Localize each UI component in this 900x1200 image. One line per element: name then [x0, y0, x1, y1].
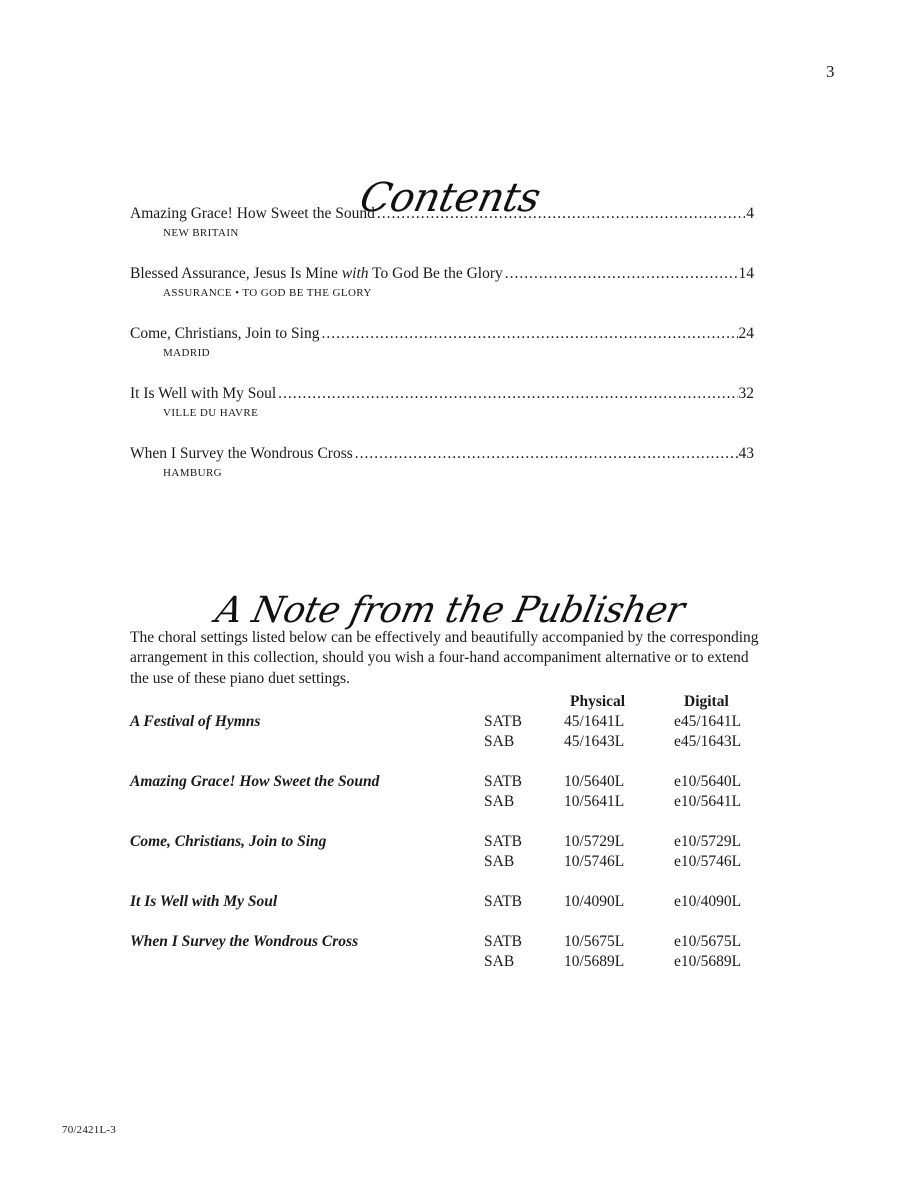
- toc-entry-tune: MADRID: [163, 347, 211, 359]
- toc-entry-page: 4: [746, 205, 754, 222]
- choral-title: When I Survey the Wondrous Cross: [130, 933, 359, 950]
- choral-title: Come, Christians, Join to Sing: [130, 833, 327, 850]
- table-row: [130, 772, 770, 792]
- table-row: [130, 852, 770, 872]
- toc-entry[interactable]: [130, 444, 754, 504]
- choral-settings-table: [130, 692, 770, 992]
- toc-entry-page: 24: [738, 325, 754, 342]
- table-row: [130, 712, 770, 732]
- choral-title: It Is Well with My Soul: [130, 893, 278, 910]
- physical-code: 10/5729L: [564, 833, 625, 850]
- leader-dots: [377, 204, 745, 224]
- physical-code: 10/5746L: [564, 853, 625, 870]
- header-physical: Physical: [570, 693, 626, 710]
- digital-code: e10/4090L: [674, 893, 742, 910]
- toc-entry[interactable]: [130, 384, 754, 444]
- toc-entry[interactable]: [130, 324, 754, 384]
- toc-entry-tune: VILLE DU HAVRE: [163, 407, 259, 419]
- leader-dots: [278, 384, 737, 404]
- choral-group: [130, 772, 770, 812]
- toc-entry-tune: ASSURANCE • TO GOD BE THE GLORY: [163, 287, 372, 299]
- note-title: A Note from the Publisher: [212, 589, 688, 631]
- physical-code: 10/5689L: [564, 953, 625, 970]
- digital-code: e10/5641L: [674, 793, 742, 810]
- toc-entry-page: 32: [738, 385, 754, 402]
- table-row: [130, 932, 770, 952]
- digital-code: e45/1641L: [674, 713, 742, 730]
- voicing: SATB: [484, 773, 522, 790]
- toc-entry-title: When I Survey the Wondrous Cross: [130, 445, 353, 462]
- toc-entry-tune: HAMBURG: [163, 467, 223, 479]
- table-row: [130, 792, 770, 812]
- leader-dots: [355, 444, 738, 464]
- header-digital: Digital: [684, 693, 729, 710]
- table-row: [130, 952, 770, 972]
- catalog-code: 70/2421L-3: [62, 1124, 116, 1136]
- physical-code: 10/5640L: [564, 773, 625, 790]
- choral-group: [130, 932, 770, 972]
- toc-entry[interactable]: [130, 264, 754, 324]
- leader-dots: [321, 324, 737, 344]
- digital-code: e10/5640L: [674, 773, 742, 790]
- toc-entry-title-connector: with: [341, 265, 369, 282]
- voicing: SAB: [484, 733, 515, 750]
- voicing: SATB: [484, 893, 522, 910]
- toc-entry-title: Amazing Grace! How Sweet the Sound: [130, 205, 375, 222]
- leader-dots: [505, 264, 738, 284]
- choral-group: [130, 892, 770, 912]
- voicing: SATB: [484, 713, 522, 730]
- table-row: [130, 832, 770, 852]
- toc-entry-title: It Is Well with My Soul: [130, 385, 277, 402]
- digital-code: e10/5689L: [674, 953, 742, 970]
- voicing: SATB: [484, 833, 522, 850]
- contents-title: Contents: [355, 174, 545, 221]
- table-of-contents: [130, 204, 754, 504]
- digital-code: e45/1643L: [674, 733, 742, 750]
- page-number: 3: [826, 62, 835, 81]
- voicing: SATB: [484, 933, 522, 950]
- voicing: SAB: [484, 793, 515, 810]
- voicing: SAB: [484, 953, 515, 970]
- table-row: [130, 732, 770, 752]
- physical-code: 45/1643L: [564, 733, 625, 750]
- table-header-row: [130, 692, 770, 712]
- digital-code: e10/5746L: [674, 853, 742, 870]
- note-body: The choral settings listed below can be effectively and beautifully accompanied by the corresponding arrangement in this collection, should you wish a four-hand accompaniment alternative or to extend the use of these piano duet settings.: [130, 628, 759, 687]
- choral-title: Amazing Grace! How Sweet the Sound: [130, 773, 380, 790]
- physical-code: 10/4090L: [564, 893, 625, 910]
- digital-code: e10/5675L: [674, 933, 742, 950]
- voicing: SAB: [484, 853, 515, 870]
- choral-group: [130, 832, 770, 872]
- physical-code: 45/1641L: [564, 713, 625, 730]
- toc-entry-page: 14: [738, 265, 754, 282]
- physical-code: 10/5641L: [564, 793, 625, 810]
- toc-entry-tune: NEW BRITAIN: [163, 227, 239, 239]
- choral-title: A Festival of Hymns: [130, 713, 261, 730]
- toc-entry-title: Blessed Assurance, Jesus Is Mine with To God Be the Glory: [130, 265, 503, 282]
- table-row: [130, 892, 770, 912]
- toc-entry-page: 43: [738, 445, 754, 462]
- toc-entry[interactable]: [130, 204, 754, 264]
- digital-code: e10/5729L: [674, 833, 742, 850]
- choral-group: [130, 712, 770, 752]
- physical-code: 10/5675L: [564, 933, 625, 950]
- toc-entry-title: Come, Christians, Join to Sing: [130, 325, 320, 342]
